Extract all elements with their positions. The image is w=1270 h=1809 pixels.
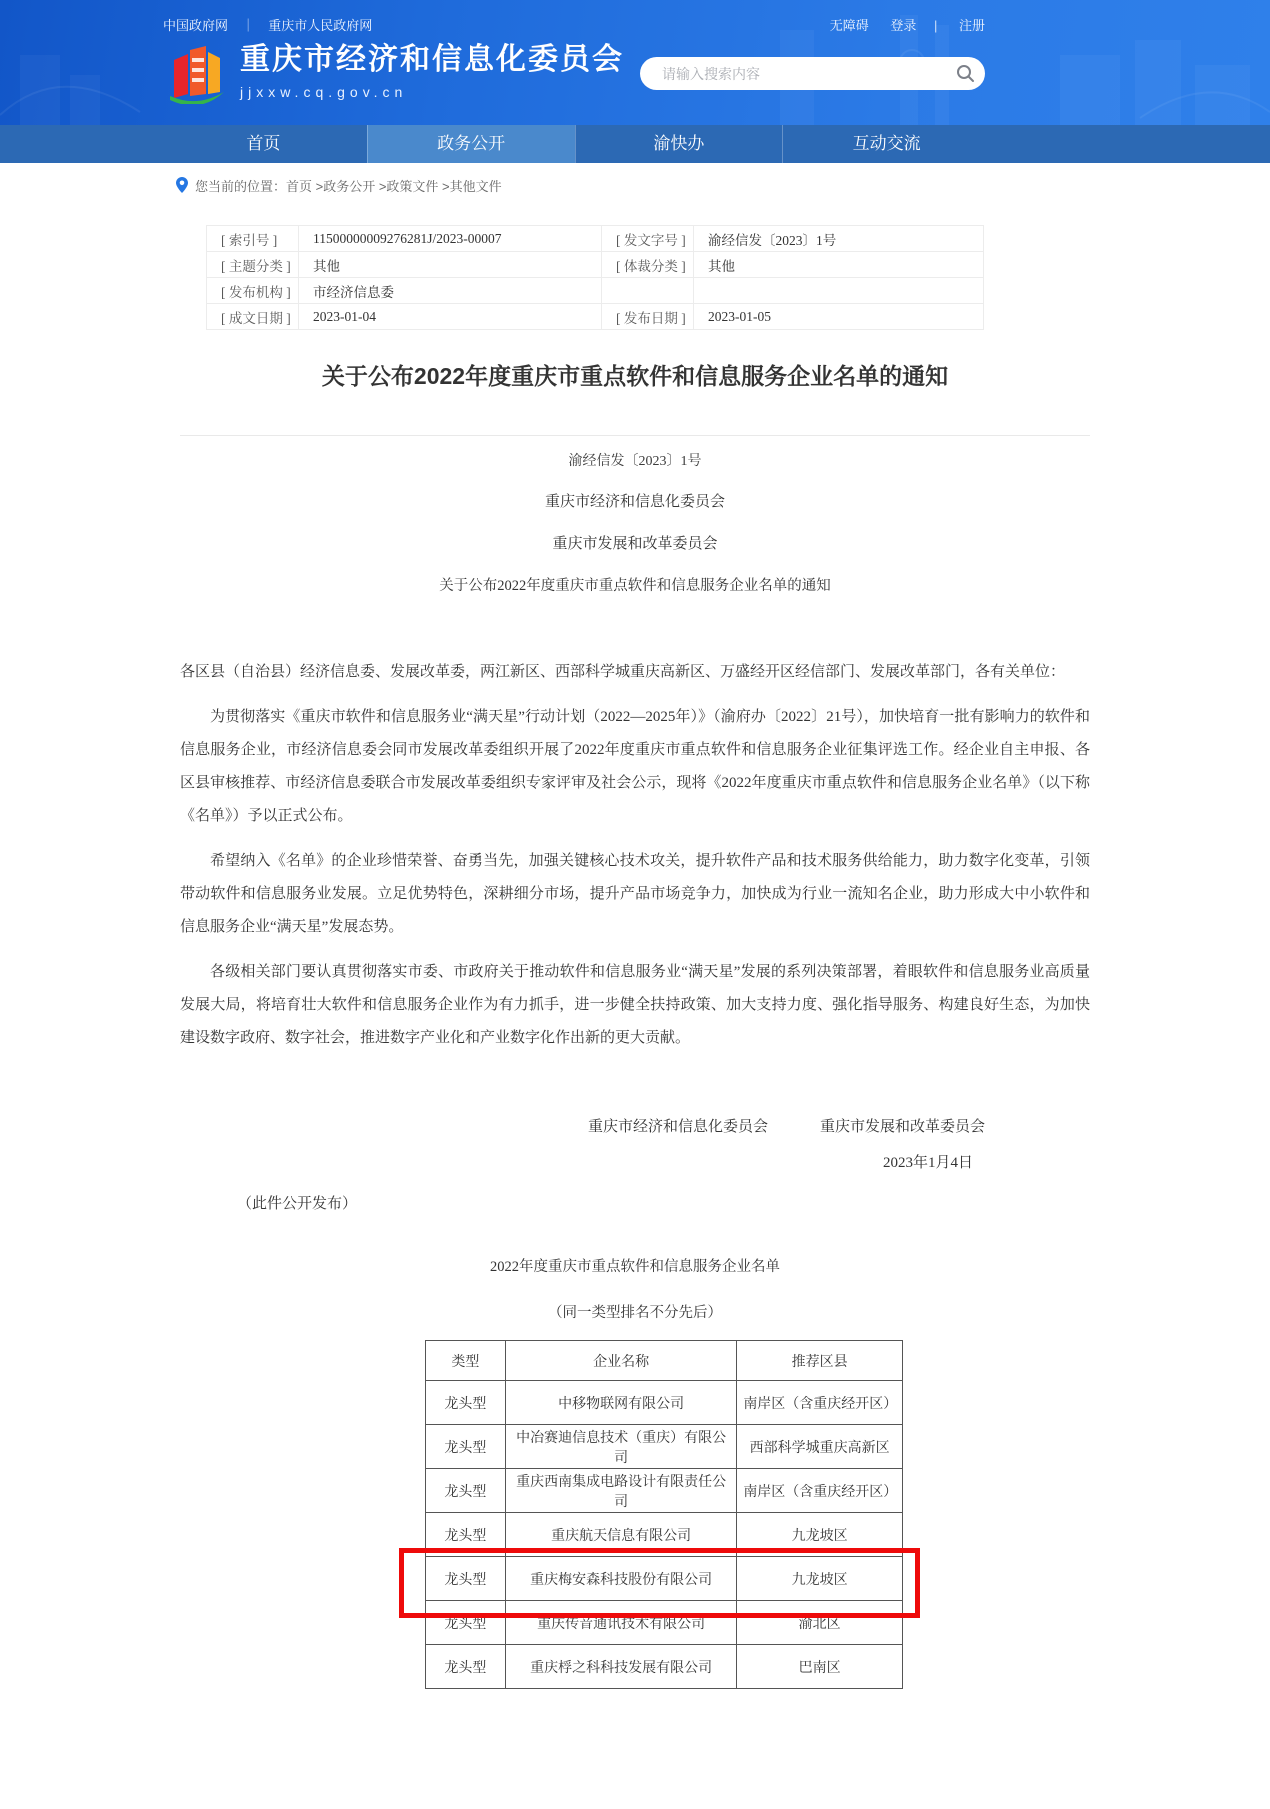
table-row [207, 252, 984, 278]
site-header-banner [0, 0, 1270, 125]
cell-company-name: 重庆梅安森科技股份有限公司 [505, 1557, 736, 1601]
issuing-org-line-1: 重庆市经济和信息化委员会 [544, 494, 725, 510]
search-button[interactable] [945, 57, 985, 90]
cell-district: 西部科学城重庆高新区 [737, 1425, 903, 1469]
link-separator: ｜ [241, 18, 255, 33]
cell-district: 巴南区 [737, 1645, 903, 1689]
header-top-links [163, 15, 985, 34]
table-header-row [426, 1341, 903, 1381]
site-logo-icon [168, 42, 226, 104]
cell-district: 南岸区（含重庆经开区） [737, 1381, 903, 1425]
meta-value-empty [694, 278, 984, 304]
table-row [426, 1513, 903, 1557]
cell-type: 龙头型 [426, 1381, 506, 1425]
gov-link-chongqing[interactable]: 重庆市人民政府网 [268, 18, 373, 33]
meta-value-index-no: 11500000009276281J/2023-00007 [299, 226, 602, 252]
search-icon [956, 64, 975, 83]
accessibility-link[interactable]: 无障碍 [829, 18, 869, 33]
table-row [207, 226, 984, 252]
table-row [426, 1601, 903, 1645]
cell-company-name: 重庆桴之科科技发展有限公司 [505, 1645, 736, 1689]
gov-link-china[interactable]: 中国政府网 [163, 18, 229, 33]
col-header-district: 推荐区县 [737, 1341, 903, 1381]
nav-item-home[interactable]: 首页 [246, 134, 281, 153]
brand-text [240, 42, 624, 100]
cell-district: 渝北区 [737, 1601, 903, 1645]
signature-org-a: 重庆市经济和信息化委员会 [587, 1119, 768, 1135]
body-paragraph-1: 为贯彻落实《重庆市软件和信息服务业“满天星”行动计划（2022—2025年）》（渝府办〔2022〕21号），加快培育一批有影响力的软件和信息服务企业，市经济信息委会同市发展改革委组织开展了2022年度重庆市重点软件和信息服务企业征集评选工作。经企业自主申报、各区县审核推荐、市经济信息委联合市发展改革委组织专家评审及社会公示，现将《2022年度重庆市重点软件和信息服务企业名单》（以下称《名单》）予以正式公布。 [180, 709, 1090, 824]
table-row [426, 1381, 903, 1425]
nav-item-interaction[interactable]: 互动交流 [782, 125, 990, 163]
gov-links [163, 15, 372, 34]
company-list-note: （同一类型排名不分先后） [548, 1305, 722, 1321]
register-link[interactable]: 注册 [958, 18, 985, 33]
meta-value-written-date: 2023-01-04 [299, 304, 602, 330]
cell-type: 龙头型 [426, 1469, 506, 1513]
breadcrumb [0, 163, 1270, 207]
company-table-wrapper [425, 1340, 903, 1689]
signature-org-b: 重庆市发展和改革委员会 [819, 1119, 985, 1135]
document-content [180, 225, 1090, 1809]
table-row-highlighted [426, 1557, 903, 1601]
cell-type: 龙头型 [426, 1513, 506, 1557]
salutation-paragraph: 各区县（自治县）经济信息委、发展改革委，两江新区、西部科学城重庆高新区、万盛经开区经信部门、发展改革部门，各有关单位： [180, 664, 1066, 680]
site-url: jjxxw.cq.gov.cn [240, 84, 408, 100]
main-nav [0, 125, 1270, 163]
cell-type: 龙头型 [426, 1601, 506, 1645]
meta-label-topic-class: [ 主题分类 ] [207, 252, 299, 278]
table-row [207, 278, 984, 304]
site-title: 重庆市经济和信息化委员会 [240, 43, 624, 76]
cell-district: 九龙坡区 [737, 1557, 903, 1601]
cell-district: 南岸区（含重庆经开区） [737, 1469, 903, 1513]
title-divider [180, 435, 1090, 436]
meta-label-doc-no: [ 发文字号 ] [602, 226, 694, 252]
document-meta-table [206, 225, 984, 330]
login-link[interactable]: 登录 [890, 18, 917, 33]
cell-type: 龙头型 [426, 1425, 506, 1469]
col-header-company-name: 企业名称 [505, 1341, 736, 1381]
signature-date: 2023年1月4日 [882, 1155, 973, 1171]
meta-value-genre-class: 其他 [694, 252, 984, 278]
meta-value-topic-class: 其他 [299, 252, 602, 278]
cell-company-name: 中移物联网有限公司 [505, 1381, 736, 1425]
nav-item-yukuaiban[interactable]: 渝快办 [575, 125, 783, 163]
page-title: 关于公布2022年度重庆市重点软件和信息服务企业名单的通知 [321, 363, 949, 389]
breadcrumb-prefix: 您当前的位置： [195, 178, 287, 194]
table-row [426, 1425, 903, 1469]
table-row [426, 1645, 903, 1689]
site-brand[interactable] [168, 42, 624, 104]
body-paragraph-2: 希望纳入《名单》的企业珍惜荣誉、奋勇当先，加强关键核心技术攻关，提升软件产品和技术服务供给能力，助力数字化变革，引领带动软件和信息服务业发展。立足优势特色，深耕细分市场，提升产品市场竞争力，加快成为行业一流知名企业，助力形成大中小软件和信息服务企业“满天星”发展态势。 [180, 853, 1090, 935]
nav-item-gov-disclosure[interactable]: 政务公开 [367, 125, 575, 163]
search-input[interactable] [640, 66, 945, 82]
table-row [426, 1469, 903, 1513]
meta-value-publish-date: 2023-01-05 [694, 304, 984, 330]
account-links [812, 15, 985, 34]
main-nav-items [160, 125, 990, 163]
signature-orgs [180, 1115, 1090, 1136]
cell-type: 龙头型 [426, 1645, 506, 1689]
meta-value-issuing-org: 市经济信息委 [299, 278, 602, 304]
cell-company-name: 中冶赛迪信息技术（重庆）有限公司 [505, 1425, 736, 1469]
cell-district: 九龙坡区 [737, 1513, 903, 1557]
document-subtitle: 关于公布2022年度重庆市重点软件和信息服务企业名单的通知 [439, 578, 831, 594]
link-separator: | [933, 18, 938, 33]
meta-label-genre-class: [ 体裁分类 ] [602, 252, 694, 278]
cell-company-name: 重庆航天信息有限公司 [505, 1513, 736, 1557]
body-paragraph-3: 各级相关部门要认真贯彻落实市委、市政府关于推动软件和信息服务业“满天星”发展的系列决策部署，着眼软件和信息服务业高质量发展大局，将培育壮大软件和信息服务企业作为有力抓手，进一步健全扶持政策、加大支持力度、强化指导服务、构建良好生态，为加快建设数字政府、数字社会，推进数字产业化和产业数字化作出新的更大贡献。 [180, 964, 1090, 1046]
location-pin-icon [176, 177, 188, 193]
breadcrumb-path[interactable]: 首页 >政务公开 >政策文件 >其他文件 [286, 178, 502, 194]
meta-label-issuing-org: [ 发布机构 ] [207, 278, 299, 304]
cell-type: 龙头型 [426, 1557, 506, 1601]
company-table [425, 1340, 903, 1689]
table-row [207, 304, 984, 330]
meta-label-publish-date: [ 发布日期 ] [602, 304, 694, 330]
document-number: 渝经信发〔2023〕1号 [568, 454, 702, 469]
cell-company-name: 重庆传音通讯技术有限公司 [505, 1601, 736, 1645]
cell-company-name: 重庆西南集成电路设计有限责任公司 [505, 1469, 736, 1513]
bottom-whitespace [180, 1689, 1090, 1809]
search-bar [640, 57, 985, 90]
public-release-note: （此件公开发布） [237, 1196, 358, 1212]
meta-value-doc-no: 渝经信发〔2023〕1号 [694, 226, 984, 252]
company-list-title: 2022年度重庆市重点软件和信息服务企业名单 [490, 1259, 780, 1275]
meta-label-empty [602, 278, 694, 304]
meta-label-index-no: [ 索引号 ] [207, 226, 299, 252]
col-header-type: 类型 [426, 1341, 506, 1381]
meta-label-written-date: [ 成文日期 ] [207, 304, 299, 330]
issuing-org-line-2: 重庆市发展和改革委员会 [552, 536, 718, 552]
